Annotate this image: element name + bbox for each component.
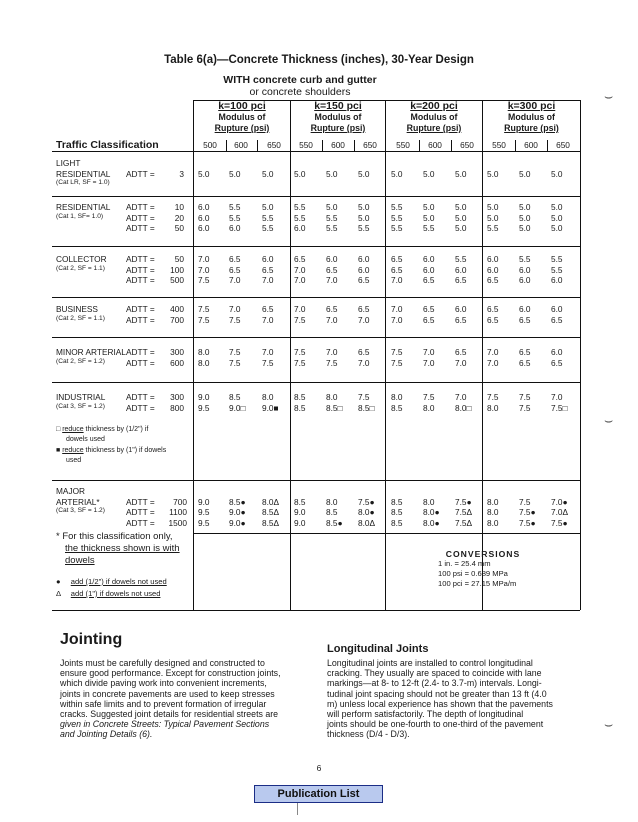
k-group-header: k=300 pci Modulus of Rupture (psi) bbox=[504, 100, 559, 133]
thickness-cell: 7.0 bbox=[391, 304, 403, 314]
thickness-cell: 5.0 bbox=[262, 168, 274, 179]
thickness-cell: 8.0 bbox=[487, 496, 499, 507]
thickness-cell: 6.0 bbox=[358, 264, 370, 275]
thickness-cell: 9.0 bbox=[294, 517, 306, 528]
adtt-label: ADTT = bbox=[126, 223, 155, 233]
paragraph-line: within safe limits and to prevent formation of irregular bbox=[60, 698, 267, 709]
thickness-cell: 6.0 bbox=[294, 223, 306, 233]
mr-value: 600 bbox=[234, 140, 248, 150]
thickness-cell: 7.0 bbox=[262, 347, 274, 357]
mr-value: 600 bbox=[428, 140, 442, 150]
thickness-cell: 6.0 bbox=[262, 254, 274, 264]
thickness-cell: 8.0 bbox=[423, 496, 435, 507]
thickness-cell: 9.0■ bbox=[262, 402, 279, 413]
thickness-cell: 5.0 bbox=[423, 202, 435, 212]
thickness-cell: 6.5 bbox=[455, 275, 467, 285]
thickness-cell: 6.5 bbox=[391, 254, 403, 264]
thickness-cell: 5.5 bbox=[391, 202, 403, 212]
adtt-value: 1500 bbox=[168, 517, 187, 528]
mr-value: 550 bbox=[299, 140, 313, 150]
thickness-cell: 6.5 bbox=[551, 314, 563, 325]
adtt-label: ADTT = bbox=[126, 402, 155, 413]
thickness-cell: 7.5Δ bbox=[455, 517, 473, 528]
adtt-label: ADTT = bbox=[126, 347, 155, 357]
k-group-header: k=150 pci Modulus of Rupture (psi) bbox=[310, 100, 366, 133]
traffic-class-note: (Cat 1, SF= 1.0) bbox=[56, 212, 104, 220]
k-group-header: k=200 pci Modulus of Rupture (psi) bbox=[406, 100, 462, 133]
thickness-cell: 9.0 bbox=[294, 507, 306, 517]
thickness-cell: 5.0 bbox=[262, 202, 274, 212]
paragraph-line: m) unless local experience has shown that the pavements bbox=[327, 698, 553, 709]
legend-square-open: □ reduce thickness by (1/2") if dowels used bbox=[56, 426, 149, 443]
thickness-cell: 5.0 bbox=[519, 223, 531, 233]
thickness-cell: 8.0 bbox=[262, 392, 274, 402]
thickness-cell: 7.5 bbox=[198, 304, 210, 314]
thickness-cell: 7.0 bbox=[487, 357, 499, 368]
thickness-cell: 5.5 bbox=[551, 264, 563, 275]
mr-value: 650 bbox=[460, 140, 474, 150]
thickness-cell: 7.5Δ bbox=[455, 507, 473, 517]
thickness-cell: 5.0 bbox=[391, 168, 403, 179]
paragraph-line: joints should be one-fourth to one-third of the pavement bbox=[327, 719, 544, 730]
thickness-cell: 6.5 bbox=[358, 275, 370, 285]
adtt-value: 20 bbox=[174, 212, 184, 223]
thickness-cell: 8.0 bbox=[198, 357, 210, 368]
paragraph-line: and Jointing Details (6). bbox=[60, 729, 153, 740]
thickness-cell: 6.5 bbox=[519, 357, 531, 368]
mr-value: 650 bbox=[556, 140, 570, 150]
traffic-class-name: RESIDENTIAL bbox=[56, 202, 111, 212]
thickness-cell: 5.0 bbox=[423, 168, 435, 179]
thickness-cell: 7.5 bbox=[229, 347, 241, 357]
thickness-cell: 6.0 bbox=[198, 223, 210, 233]
paragraph-line: Joints must be carefully designed and constructed to bbox=[60, 658, 265, 668]
thickness-cell: 5.0 bbox=[455, 212, 467, 223]
thickness-cell: 8.0Δ bbox=[262, 496, 280, 507]
thickness-cell: 5.0 bbox=[229, 168, 241, 179]
thickness-cell: 7.5● bbox=[551, 517, 568, 528]
traffic-class-note: (Cat 3, SF = 1.2) bbox=[56, 402, 105, 410]
thickness-cell: 5.5 bbox=[326, 223, 338, 233]
adtt-value: 1100 bbox=[169, 507, 187, 517]
thickness-cell: 7.0 bbox=[487, 347, 499, 357]
thickness-cell: 7.0 bbox=[551, 392, 563, 402]
adtt-label: ADTT = bbox=[126, 496, 155, 507]
thickness-cell: 5.0 bbox=[519, 212, 531, 223]
thickness-cell: 5.5 bbox=[229, 212, 241, 223]
thickness-cell: 7.0 bbox=[391, 275, 403, 285]
thickness-cell: 5.5 bbox=[262, 223, 274, 233]
thickness-cell: 7.0 bbox=[294, 264, 306, 275]
thickness-cell: 5.0 bbox=[455, 202, 467, 212]
thickness-cell: 7.5 bbox=[358, 392, 370, 402]
traffic-class-name: MINOR ARTERIAL bbox=[56, 347, 126, 357]
traffic-class-name: RESIDENTIAL bbox=[56, 168, 111, 179]
thickness-cell: 5.5 bbox=[455, 254, 467, 264]
thickness-cell: 8.5 bbox=[391, 496, 403, 507]
thickness-cell: 5.0 bbox=[487, 212, 499, 223]
jointing-paragraph bbox=[60, 658, 308, 740]
thickness-cell: 5.0 bbox=[455, 223, 467, 233]
thickness-cell: 7.5 bbox=[198, 275, 210, 285]
mr-value: 600 bbox=[331, 140, 345, 150]
thickness-cell: 7.0 bbox=[423, 347, 435, 357]
thickness-cell: 7.5 bbox=[294, 347, 306, 357]
thickness-cell: 5.0 bbox=[358, 202, 370, 212]
thickness-cell: 7.5 bbox=[229, 357, 241, 368]
table-title: Table 6(a)—Concrete Thickness (inches), 30-Year Design bbox=[164, 54, 474, 66]
mr-value: 550 bbox=[492, 140, 506, 150]
adtt-value: 500 bbox=[170, 275, 184, 285]
thickness-cell: 8.5 bbox=[391, 507, 403, 517]
thickness-cell: 7.0 bbox=[294, 304, 306, 314]
filled-circle-icon: ● bbox=[56, 577, 61, 586]
thickness-cell: 5.5 bbox=[551, 254, 563, 264]
adtt-value: 300 bbox=[170, 392, 184, 402]
thickness-cell: 8.0 bbox=[326, 392, 338, 402]
thickness-cell: 5.5 bbox=[423, 223, 435, 233]
thickness-cell: 6.5 bbox=[423, 304, 435, 314]
page-number: 6 bbox=[316, 763, 322, 773]
traffic-class-note: (Cat 3, SF = 1.2) bbox=[56, 507, 105, 514]
thickness-cell: 8.0 bbox=[391, 392, 403, 402]
thickness-cell: 8.0 bbox=[487, 507, 499, 517]
thickness-cell: 8.5 bbox=[391, 517, 403, 528]
traffic-class-name: COLLECTOR bbox=[56, 254, 107, 264]
thickness-cell: 6.5 bbox=[262, 304, 274, 314]
thickness-cell: 8.5Δ bbox=[262, 507, 280, 517]
thickness-cell: 7.0 bbox=[423, 357, 435, 368]
paragraph-line: Longitudinal joints are installed to control longitudinal bbox=[327, 658, 533, 668]
thickness-cell: 7.0 bbox=[262, 275, 274, 285]
thickness-cell: 8.5● bbox=[326, 517, 343, 528]
traffic-class-note: (Cat 2, SF = 1.1) bbox=[56, 314, 105, 322]
thickness-cell: 6.5 bbox=[487, 314, 499, 325]
thickness-cell: 5.5 bbox=[326, 212, 338, 223]
thickness-cell: 6.5 bbox=[229, 264, 241, 275]
thickness-cell: 7.0 bbox=[326, 314, 338, 325]
thickness-cell: 8.5 bbox=[294, 402, 306, 413]
thickness-cell: 6.0 bbox=[326, 254, 338, 264]
paragraph-line: thickness (D/4 - D/3). bbox=[327, 729, 410, 740]
thickness-cell: 5.0 bbox=[294, 168, 306, 179]
thickness-cell: 9.5 bbox=[198, 517, 210, 528]
thickness-cell: 5.5 bbox=[229, 202, 241, 212]
thickness-cell: 6.5 bbox=[487, 304, 499, 314]
thickness-cell: 7.5 bbox=[423, 392, 435, 402]
thickness-cell: 6.0 bbox=[198, 212, 210, 223]
thickness-cell: 6.0 bbox=[487, 254, 499, 264]
longitudinal-paragraph bbox=[327, 658, 589, 740]
thickness-cell: 9.0● bbox=[229, 517, 246, 528]
thickness-cell: 5.5 bbox=[391, 212, 403, 223]
adtt-value: 600 bbox=[170, 357, 184, 368]
thickness-cell: 8.5□ bbox=[358, 402, 375, 413]
thickness-cell: 7.5 bbox=[262, 357, 274, 368]
table-subtitle-2: or concrete shoulders bbox=[249, 86, 351, 98]
traffic-class-note: (Cat LR, SF = 1.0) bbox=[56, 179, 110, 186]
thickness-cell: 6.5 bbox=[487, 275, 499, 285]
thickness-cell: 7.0 bbox=[391, 314, 403, 325]
traffic-classification-header: Traffic Classification bbox=[56, 139, 159, 151]
thickness-cell: 6.5 bbox=[358, 347, 370, 357]
thickness-cell: 6.0 bbox=[551, 275, 563, 285]
paragraph-line: cracks. Suggested joint details for residential streets are bbox=[60, 709, 279, 720]
thickness-cell: 6.5 bbox=[358, 304, 370, 314]
adtt-label: ADTT = bbox=[126, 202, 155, 212]
thickness-cell: 5.0 bbox=[358, 168, 370, 179]
thickness-cell: 8.5 bbox=[294, 496, 306, 507]
thickness-cell: 6.0 bbox=[487, 264, 499, 275]
paragraph-line: ensure good performance. Except for construction joints, bbox=[60, 668, 281, 679]
thickness-cell: 7.5 bbox=[391, 357, 403, 368]
major-footnote: * For this classification only, the thickness shown is with dowels bbox=[56, 531, 180, 566]
thickness-cell: 9.0□ bbox=[229, 402, 246, 413]
thickness-cell: 8.5Δ bbox=[262, 517, 280, 528]
page-curl-mark: ⌣ bbox=[604, 88, 614, 104]
thickness-cell: 7.5 bbox=[229, 314, 241, 325]
divider bbox=[297, 803, 298, 815]
legend-triangle: Δ add (1") if dowels not used bbox=[56, 589, 161, 598]
thickness-cell: 7.0 bbox=[198, 254, 210, 264]
open-square-icon: □ bbox=[56, 426, 61, 433]
thickness-cell: 6.5 bbox=[423, 314, 435, 325]
thickness-cell: 5.5 bbox=[262, 212, 274, 223]
thickness-cell: 7.5 bbox=[294, 357, 306, 368]
thickness-cell: 7.0 bbox=[358, 357, 370, 368]
thickness-cell: 9.0● bbox=[229, 507, 246, 517]
thickness-cell: 6.5 bbox=[326, 264, 338, 275]
thickness-cell: 6.0 bbox=[455, 304, 467, 314]
thickness-cell: 6.5 bbox=[455, 314, 467, 325]
adtt-label: ADTT = bbox=[126, 254, 155, 264]
adtt-value: 3 bbox=[179, 168, 184, 179]
thickness-cell: 8.5 bbox=[229, 392, 241, 402]
thickness-cell: 6.0 bbox=[551, 304, 563, 314]
thickness-cell: 6.5 bbox=[229, 254, 241, 264]
mr-value: 650 bbox=[363, 140, 377, 150]
table-subtitle-1: WITH concrete curb and gutter bbox=[223, 74, 377, 86]
adtt-label: ADTT = bbox=[126, 507, 155, 517]
filled-square-icon: ■ bbox=[56, 447, 61, 454]
thickness-cell: 6.0 bbox=[455, 264, 467, 275]
adtt-value: 300 bbox=[170, 347, 184, 357]
traffic-class-name: ARTERIAL* bbox=[56, 496, 100, 507]
thickness-cell: 7.5 bbox=[519, 496, 531, 507]
thickness-cell: 7.0 bbox=[229, 304, 241, 314]
thickness-cell: 7.5 bbox=[487, 392, 499, 402]
adtt-value: 50 bbox=[174, 254, 184, 264]
thickness-cell: 5.0 bbox=[551, 202, 563, 212]
thickness-cell: 8.0 bbox=[198, 347, 210, 357]
adtt-value: 10 bbox=[174, 202, 184, 212]
thickness-cell: 7.0 bbox=[198, 264, 210, 275]
thickness-cell: 7.0 bbox=[326, 275, 338, 285]
thickness-cell: 5.0 bbox=[487, 168, 499, 179]
thickness-cell: 7.5□ bbox=[551, 402, 568, 413]
thickness-cell: 8.0● bbox=[358, 507, 375, 517]
page-curl-mark: ⌣ bbox=[604, 412, 614, 428]
thickness-cell: 7.0Δ bbox=[551, 507, 569, 517]
traffic-class-name: INDUSTRIAL bbox=[56, 392, 106, 402]
traffic-class-note: (Cat 2, SF = 1.1) bbox=[56, 264, 105, 272]
thickness-cell: 9.0 bbox=[198, 392, 210, 402]
thickness-cell: 5.0 bbox=[326, 202, 338, 212]
thickness-cell: 5.5 bbox=[294, 212, 306, 223]
thickness-cell: 6.5 bbox=[519, 314, 531, 325]
thickness-cell: 7.0 bbox=[455, 357, 467, 368]
thickness-cell: 6.0 bbox=[519, 275, 531, 285]
thickness-cell: 8.0 bbox=[423, 402, 435, 413]
thickness-cell: 7.0 bbox=[358, 314, 370, 325]
adtt-label: ADTT = bbox=[126, 357, 155, 368]
thickness-cell: 5.0 bbox=[198, 168, 210, 179]
mr-value: 600 bbox=[524, 140, 538, 150]
thickness-cell: 6.0 bbox=[519, 304, 531, 314]
adtt-label: ADTT = bbox=[126, 168, 155, 179]
thickness-cell: 6.5 bbox=[262, 264, 274, 275]
thickness-cell: 6.0 bbox=[198, 202, 210, 212]
adtt-value: 50 bbox=[174, 223, 184, 233]
thickness-cell: 6.5 bbox=[391, 264, 403, 275]
thickness-cell: 7.5● bbox=[519, 517, 536, 528]
publication-list-button[interactable]: Publication List bbox=[254, 785, 383, 803]
thickness-cell: 5.5 bbox=[294, 202, 306, 212]
paragraph-line: markings—at 8- to 12-ft (2.4- to 3.7-m) intervals. Longi- bbox=[327, 678, 542, 689]
thickness-cell: 5.0 bbox=[551, 223, 563, 233]
thickness-cell: 5.0 bbox=[519, 202, 531, 212]
mr-value: 500 bbox=[203, 140, 217, 150]
paragraph-line: which divide paving work into convenient increments, bbox=[60, 678, 267, 689]
mr-value: 550 bbox=[396, 140, 410, 150]
thickness-cell: 8.5 bbox=[391, 402, 403, 413]
adtt-label: ADTT = bbox=[126, 264, 155, 275]
thickness-cell: 7.0 bbox=[294, 275, 306, 285]
thickness-cell: 6.5 bbox=[551, 357, 563, 368]
thickness-cell: 5.5 bbox=[519, 254, 531, 264]
thickness-cell: 5.0 bbox=[358, 212, 370, 223]
jointing-heading: Jointing bbox=[60, 631, 123, 648]
longitudinal-heading: Longitudinal Joints bbox=[327, 643, 429, 655]
thickness-cell: 9.5 bbox=[198, 402, 210, 413]
thickness-cell: 6.0 bbox=[229, 223, 241, 233]
conversions-box: CONVERSIONS 1 in. = 25.4 mm 100 psi = 0.689 MPa 100 pci = 27.15 MPa/m bbox=[438, 549, 521, 588]
thickness-cell: 5.5 bbox=[391, 223, 403, 233]
legend-square-filled: ■ reduce thickness by (1") if dowels used bbox=[56, 447, 167, 464]
thickness-cell: 8.5□ bbox=[326, 402, 343, 413]
thickness-cell: 7.0 bbox=[229, 275, 241, 285]
thickness-cell: 7.5 bbox=[198, 314, 210, 325]
paragraph-line: joints in concrete pavements are used to keep stresses bbox=[60, 688, 275, 699]
thickness-cell: 6.0 bbox=[423, 254, 435, 264]
adtt-value: 400 bbox=[170, 304, 184, 314]
thickness-cell: 7.0● bbox=[551, 496, 568, 507]
thickness-cell: 8.0□ bbox=[455, 402, 472, 413]
paragraph-line: tudinal joint spacing should not be greater than 13 ft (4.0 bbox=[327, 688, 547, 699]
adtt-value: 800 bbox=[170, 402, 184, 413]
thickness-cell: 7.5 bbox=[519, 402, 531, 413]
adtt-label: ADTT = bbox=[126, 517, 155, 528]
thickness-cell: 8.0● bbox=[423, 507, 440, 517]
adtt-label: ADTT = bbox=[126, 304, 155, 314]
thickness-cell: 8.0 bbox=[487, 517, 499, 528]
thickness-cell: 8.0● bbox=[423, 517, 440, 528]
thickness-cell: 9.0 bbox=[198, 496, 210, 507]
thickness-cell: 8.0 bbox=[487, 402, 499, 413]
adtt-value: 100 bbox=[170, 264, 184, 275]
thickness-cell: 7.5● bbox=[455, 496, 472, 507]
thickness-cell: 6.0 bbox=[519, 264, 531, 275]
paragraph-line: cracking. They usually are spaced to coincide with lane bbox=[327, 668, 542, 679]
adtt-label: ADTT = bbox=[126, 314, 155, 325]
thickness-cell: 7.0 bbox=[326, 347, 338, 357]
thickness-cell: 7.5● bbox=[519, 507, 536, 517]
paragraph-line: will perform satisfactorily. The depth of longitudinal bbox=[327, 709, 524, 720]
thickness-cell: 6.5 bbox=[455, 347, 467, 357]
triangle-icon: Δ bbox=[56, 589, 61, 598]
adtt-label: ADTT = bbox=[126, 392, 155, 402]
paragraph-line: given in Concrete Streets: Typical Pavement Sections bbox=[60, 719, 270, 730]
thickness-cell: 6.0 bbox=[423, 264, 435, 275]
thickness-cell: 6.5 bbox=[519, 347, 531, 357]
thickness-cell: 5.0 bbox=[551, 168, 563, 179]
k-group-header: k=100 pci Modulus of Rupture (psi) bbox=[214, 100, 270, 133]
thickness-cell: 5.5 bbox=[487, 223, 499, 233]
adtt-label: ADTT = bbox=[126, 275, 155, 285]
mr-value: 650 bbox=[267, 140, 281, 150]
page-curl-mark: ⌣ bbox=[604, 716, 614, 732]
thickness-cell: 8.0Δ bbox=[358, 517, 376, 528]
thickness-cell: 7.0 bbox=[262, 314, 274, 325]
thickness-cell: 9.5 bbox=[198, 507, 210, 517]
thickness-cell: 5.0 bbox=[455, 168, 467, 179]
thickness-cell: 6.5 bbox=[326, 304, 338, 314]
thickness-cell: 7.5● bbox=[358, 496, 375, 507]
thickness-cell: 5.0 bbox=[326, 168, 338, 179]
thickness-cell: 5.0 bbox=[487, 202, 499, 212]
thickness-cell: 8.5● bbox=[229, 496, 246, 507]
adtt-value: 700 bbox=[170, 314, 184, 325]
traffic-class-name: MAJOR bbox=[56, 486, 86, 496]
thickness-cell: 7.5 bbox=[326, 357, 338, 368]
traffic-class-note: (Cat 2, SF = 1.2) bbox=[56, 357, 105, 365]
thickness-cell: 5.0 bbox=[519, 168, 531, 179]
thickness-cell: 8.0 bbox=[326, 496, 338, 507]
adtt-value: 700 bbox=[173, 496, 187, 507]
thickness-cell: 8.5 bbox=[294, 392, 306, 402]
traffic-class-name: LIGHT bbox=[56, 158, 81, 168]
thickness-cell: 7.0 bbox=[455, 392, 467, 402]
thickness-cell: 6.5 bbox=[294, 254, 306, 264]
thickness-cell: 5.0 bbox=[551, 212, 563, 223]
legend-dot: ● add (1/2") if dowels not used bbox=[56, 577, 167, 586]
thickness-cell: 6.0 bbox=[358, 254, 370, 264]
thickness-cell: 8.5 bbox=[326, 507, 338, 517]
thickness-cell: 6.0 bbox=[551, 347, 563, 357]
traffic-class-name: BUSINESS bbox=[56, 304, 98, 314]
thickness-cell: 5.5 bbox=[358, 223, 370, 233]
thickness-cell: 7.5 bbox=[519, 392, 531, 402]
thickness-cell: 6.5 bbox=[423, 275, 435, 285]
thickness-cell: 5.0 bbox=[423, 212, 435, 223]
thickness-cell: 7.5 bbox=[294, 314, 306, 325]
adtt-label: ADTT = bbox=[126, 212, 155, 223]
thickness-cell: 7.5 bbox=[391, 347, 403, 357]
